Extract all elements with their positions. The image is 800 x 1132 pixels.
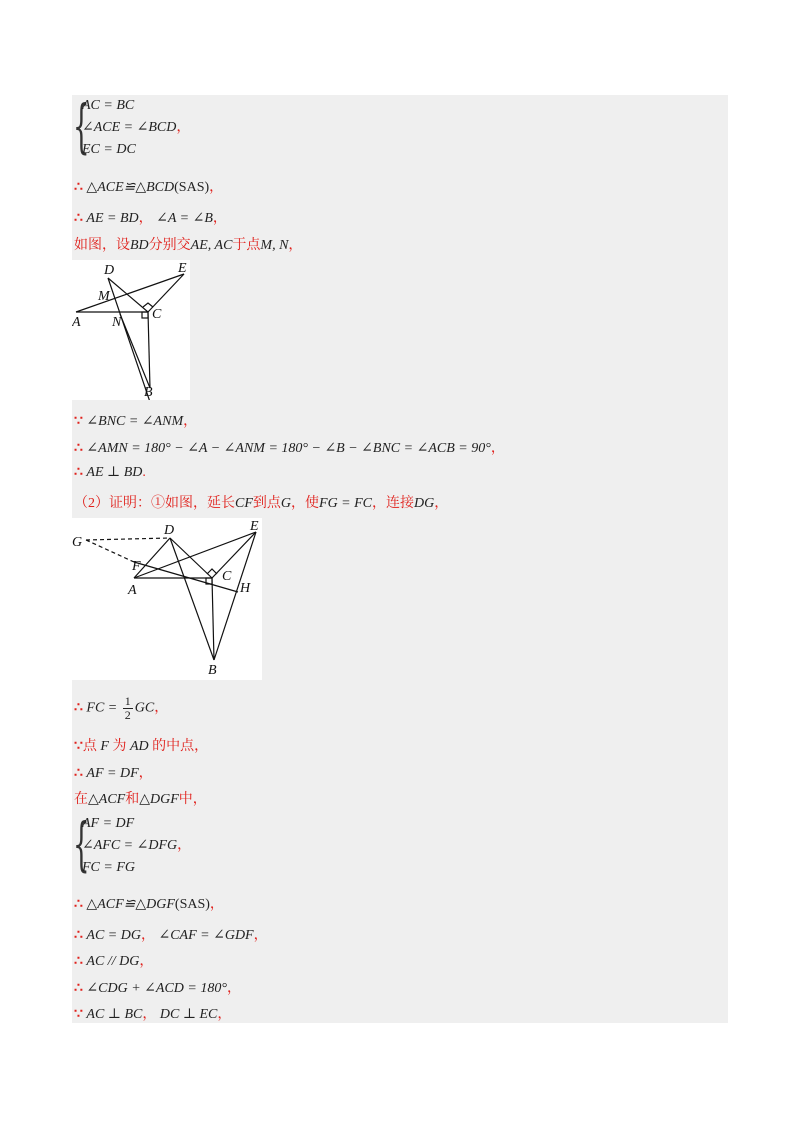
system-line: AF = DF [82, 816, 135, 831]
system-line: FC = FG [82, 860, 135, 875]
proof-line-perpendiculars: ∵ AC ⊥ BC， DC ⊥ EC， [74, 1007, 232, 1022]
point-label-g: G [72, 535, 83, 550]
proof-line-angle-sum: ∴ ∠CDG + ∠ACD = 180°， [74, 981, 241, 996]
proof-line-part2-intro: （2）证明：①如图，延长CF到点G，使FG = FC，连接DG， [74, 496, 449, 511]
proof-line-in-triangles: 在△ACF和△DGF中， [74, 792, 207, 807]
proof-line-set-points: 如图，设BD分别交AE, AC于点M, N， [74, 238, 303, 253]
system-line: EC = DC [82, 142, 136, 157]
point-label-e: E [250, 519, 259, 534]
left-brace: { [73, 92, 90, 160]
left-brace: { [73, 810, 90, 878]
point-label-c: C [152, 307, 162, 322]
proof-line-angle-amn: ∴ ∠AMN = 180° − ∠A − ∠ANM = 180° − ∠B − ∠BNC = ∠ACB = 90°， [74, 441, 505, 456]
figure-1 [72, 260, 190, 400]
system-line: AC = BC [82, 98, 135, 113]
proof-line-ae-perp-bd: ∴ AE ⊥ BD. [74, 465, 146, 480]
proof-line-parallel: ∴ AC // DG， [74, 954, 154, 969]
proof-line-ae-bd: ∴ AE = BD， ∠A = ∠B， [74, 211, 227, 226]
point-label-h: H [240, 581, 251, 596]
point-label-n: N [112, 315, 122, 330]
system-line: ∠ACE = ∠BCD， [82, 120, 191, 135]
proof-line-ac-dg: ∴ AC = DG， ∠CAF = ∠GDF， [74, 928, 268, 943]
equation-system-2 [82, 813, 191, 879]
point-label-d: D [164, 523, 175, 538]
point-label-d: D [104, 263, 115, 278]
proof-line-congruence-1: ∴ △ACE≌△BCD(SAS)， [74, 180, 224, 195]
proof-line-fc-half-gc: ∴ FC = $\frac{1}{2}$ GC， [74, 694, 169, 722]
point-label-e: E [178, 261, 187, 276]
system-line: ∠AFC = ∠DFG， [82, 838, 192, 853]
point-label-m: M [98, 289, 110, 304]
proof-line-midpoint: ∵点 F 为 AD 的中点， [74, 739, 209, 754]
point-label-f: F [132, 559, 141, 574]
proof-line-congruence-2: ∴ △ACF≌△DGF(SAS)， [74, 897, 224, 912]
point-label-c: C [222, 569, 232, 584]
figure-2 [72, 518, 262, 680]
fraction-one-half: $\frac{1}{2}$ [124, 694, 131, 722]
point-label-a: A [72, 315, 81, 330]
point-label-a: A [128, 583, 137, 598]
proof-line-af-df: ∴ AF = DF， [74, 766, 153, 781]
equation-system-1 [82, 95, 190, 161]
point-label-b: B [144, 385, 153, 400]
point-label-b: B [208, 663, 217, 678]
proof-line-angle-bnc: ∵ ∠BNC = ∠ANM， [74, 414, 198, 429]
